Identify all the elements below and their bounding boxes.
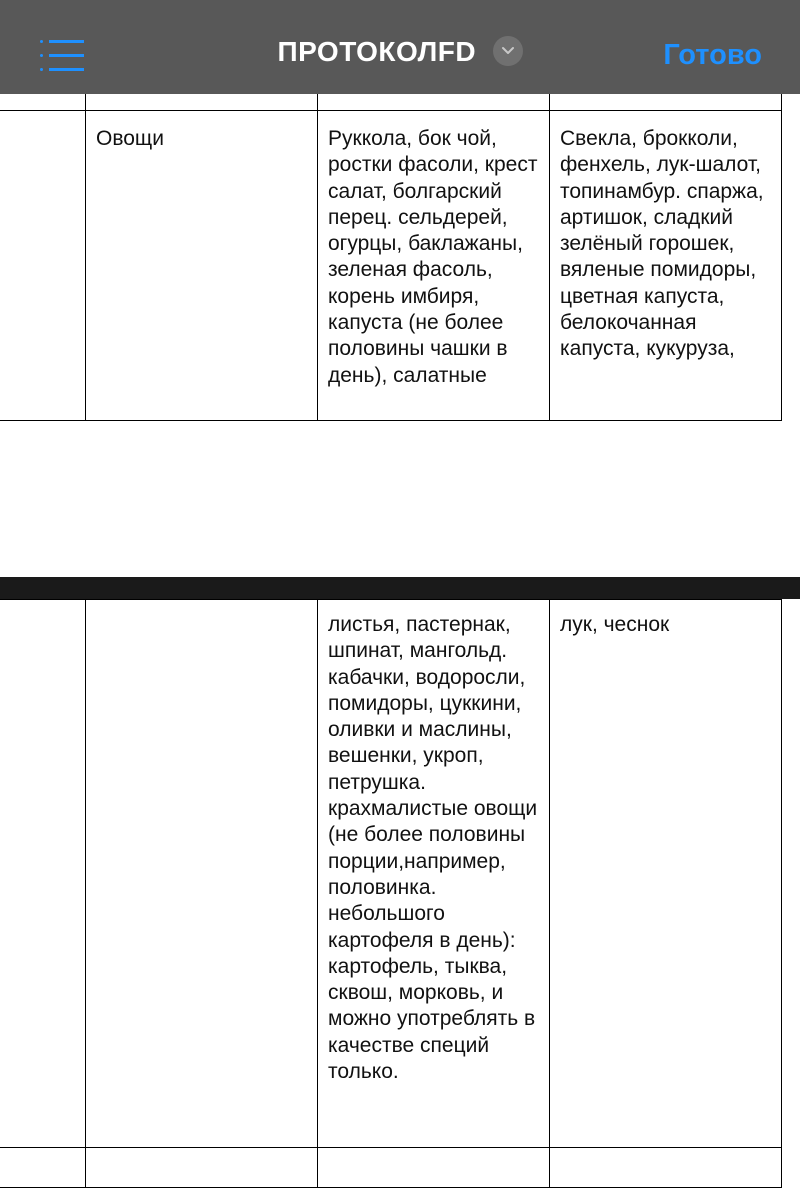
limited-foods-cell: Свекла, брокколи, фенхель, лук-шалот, топинамбур. спаржа, артишок, сладкий зелёный горошек, вяленые помидоры, цветная капуста, белокочанная капуста, кукуруза, <box>550 111 782 421</box>
done-button[interactable]: Готово <box>663 39 762 71</box>
table-cell-empty <box>0 111 86 421</box>
category-cell: Овощи <box>86 111 318 421</box>
table-cell-empty <box>0 600 86 1148</box>
table-row-next <box>0 1148 782 1188</box>
table-row <box>0 600 782 1148</box>
category-cell <box>86 600 318 1148</box>
document-title[interactable]: ПРОТОКОЛFD <box>277 36 477 67</box>
limited-foods-cell: лук, чеснок <box>550 600 782 1148</box>
page2-table <box>0 599 782 1188</box>
page-separator <box>0 577 800 599</box>
chevron-down-icon[interactable] <box>493 36 523 66</box>
allowed-foods-cell: листья, пастернак, шпинат, мангольд. кабачки, водоросли, помидоры, цуккини, оливки и маслины, вешенки, укроп, петрушка. крахмалистые овощи (не более половины порции,например, половинка. небольшого картофеля в день): картофель, тыква, сквош, морковь, и можно употреблять в качестве специй только. <box>318 600 550 1148</box>
top-toolbar <box>0 0 800 94</box>
table-row <box>0 111 782 421</box>
page1-table <box>0 60 782 421</box>
allowed-foods-cell: Руккола, бок чой, ростки фасоли, крест салат, болгарский перец. сельдерей, огурцы, баклажаны, зеленая фасоль, корень имбиря, капуста (не более половины чашки в день), салатные <box>318 111 550 421</box>
